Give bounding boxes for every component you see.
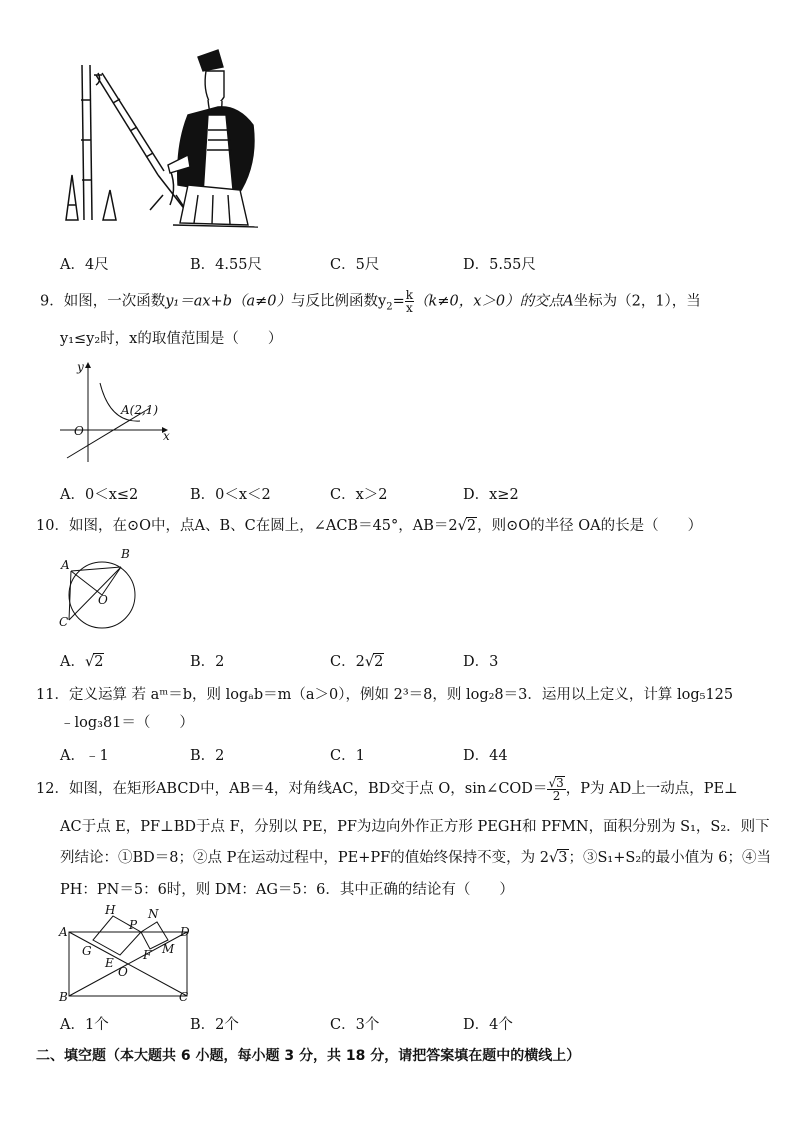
q12-option-d: D．4个 — [463, 1017, 513, 1033]
q12-option-b: B．2个 — [190, 1017, 239, 1033]
q9-frac-num: k — [405, 288, 414, 302]
q8-option-b: B．4.55尺 — [190, 257, 262, 273]
q9-text-d: 坐标为（2，1），当 — [573, 293, 701, 310]
q12-stem-line3: 列结论：①BD＝8；②点 P在运动过程中，PE+PF的值始终保持不变，为 2√3；③S₁+S₂的最小值为 6；④当 — [60, 850, 771, 866]
q10-radicand: 2 — [466, 518, 477, 534]
q9-text-c: （k≠0，x＞0）的交点 — [414, 293, 564, 310]
q12-fig-label-g: G — [82, 944, 92, 958]
q10-text-a: 如图，在⊙O中，点A、B、C在圆上，∠ACB＝45°，AB＝ — [68, 518, 449, 534]
q9-y2-sub: 2 — [386, 301, 393, 313]
q9-graph — [55, 358, 180, 472]
q11-option-d: D．44 — [463, 748, 508, 764]
q9-option-a: A．0＜x≤2 — [60, 487, 139, 503]
section2-heading: 二、填空题（本大题共 6 小题，每小题 3 分，共 18 分，请把答案填在题中的横线上） — [36, 1048, 581, 1064]
q12-fig-label-h: H — [105, 903, 116, 917]
q12-fig-label-p: P — [129, 918, 138, 932]
q9-fig-label-x: x — [163, 429, 170, 443]
q12-fig-label-b: B — [59, 990, 68, 1004]
q9-frac-den: x — [406, 301, 413, 315]
q12-fig-label-e: E — [105, 956, 114, 970]
q12-fig-label-f: F — [143, 948, 152, 962]
q12-text-b: ，P为 AD上一动点，PE⊥ — [565, 781, 738, 797]
q12-stem-line2: AC于点 E，PF⊥BD于点 F，分别以 PE，PF为边向外作正方形 PEGH和 PFMN，面积分别为 S₁，S₂．则下 — [60, 819, 770, 835]
q12-fig-label-a: A — [59, 925, 68, 939]
q10-option-b: B．2 — [190, 654, 225, 670]
q12-fraction — [547, 776, 565, 802]
q11-number: 11． — [36, 687, 69, 703]
q11-stem-line1 — [36, 683, 733, 704]
q9-text-b: 与反比例函数 — [291, 293, 379, 310]
q8-option-a: A．4尺 — [60, 257, 109, 273]
q12-text-a: 如图，在矩形ABCD中，AB＝4，对角线AC，BD交于点 O，sin∠COD＝ — [68, 781, 548, 797]
q9-fig-label-y: y — [77, 360, 84, 374]
q9-option-c: C．x＞2 — [330, 487, 388, 503]
q12-text-line3-a: 列结论：①BD＝8；②点 P在运动过程中，PE+PF的值始终保持不变，为 2 — [60, 850, 550, 866]
q9-fig-label-o: O — [74, 424, 84, 438]
q12-option-a: A．1个 — [60, 1017, 109, 1033]
q10-option-a-prefix: A． — [60, 654, 85, 670]
q9-number: 9． — [40, 293, 64, 310]
q10-option-c-prefix: C．2 — [330, 654, 365, 670]
q12-text-line3-b: ；③S₁+S₂的最小值为 6；④当 — [568, 850, 771, 866]
q8-option-c: C．5尺 — [330, 257, 380, 273]
q12-fig-label-m: M — [162, 942, 175, 956]
q12-fig-label-n: N — [148, 907, 159, 921]
q12-fig-label-o: O — [118, 965, 128, 979]
q10-option-a: A．√2 — [60, 654, 104, 670]
q10-fig-label-b: B — [121, 547, 130, 561]
q10-fig-label-a: A — [61, 558, 70, 572]
q10-stem: 10．如图，在⊙O中，点A、B、C在圆上，∠ACB＝45°，AB＝2√2，则⊙O的半径 OA的长是（ ） — [36, 518, 703, 534]
q11-text-line1: 定义运算 若 aᵐ＝b，则 logₐb＝m（a＞0），例如 2³＝8，则 log₂8＝3．运用以上定义，计算 log₅125 — [68, 687, 734, 703]
q12-number: 12． — [36, 781, 69, 797]
q9-fig-label-a: A(2,1) — [121, 403, 159, 417]
q9-y1-expression: y₁＝ax+b（a≠0） — [165, 293, 292, 310]
q10-option-c: C．2√2 — [330, 654, 384, 670]
q12-frac-num-radicand: 3 — [556, 776, 564, 790]
q12-frac-num: √3 — [548, 776, 564, 790]
q10-option-c-radicand: 2 — [374, 654, 384, 670]
q9-point: A — [563, 293, 574, 310]
q12-rectangle-figure — [55, 900, 205, 1009]
q11-option-b: B．2 — [190, 748, 225, 764]
q12-line3-radicand: 3 — [558, 850, 568, 866]
q10-text-b: ，则⊙O的半径 OA的长是（ ） — [477, 518, 703, 534]
q9-fraction — [405, 289, 414, 314]
q11-stem-line2: ﹣log₃81＝（ ） — [60, 715, 194, 731]
q9-y2-label: y — [378, 293, 387, 310]
q10-option-a-radicand: 2 — [94, 654, 104, 670]
q8-option-d: D．5.55尺 — [463, 257, 536, 273]
q12-option-c: C．3个 — [330, 1017, 380, 1033]
q10-circle-figure — [55, 545, 145, 634]
q10-option-d: D．3 — [463, 654, 499, 670]
q9-stem-line2: y₁≤y₂时，x的取值范围是（ ） — [60, 331, 283, 347]
q9-eq: = — [392, 293, 405, 310]
q12-stem-line1 — [36, 776, 738, 802]
q12-frac-den: 2 — [552, 789, 561, 803]
q12-fig-label-c: C — [179, 990, 189, 1004]
q9-text-a: 如图，一次函数 — [63, 293, 166, 310]
q9-stem-line1 — [40, 289, 701, 314]
q10-coef: 2 — [448, 518, 458, 534]
q9-option-b: B．0＜x＜2 — [190, 487, 271, 503]
q12-stem-line4: PH：PN＝5：6时，则 DM：AG＝5：6．其中正确的结论有（ ） — [60, 882, 514, 898]
q11-option-c: C．1 — [330, 748, 365, 764]
q10-fig-label-o: O — [98, 593, 108, 607]
q10-number: 10． — [36, 518, 69, 534]
q9-option-d: D．x≥2 — [463, 487, 519, 503]
q10-fig-label-c: C — [59, 615, 69, 629]
q11-option-a: A．﹣1 — [60, 748, 109, 764]
q12-fig-label-d: D — [180, 925, 190, 939]
q8-illustration — [58, 45, 273, 234]
